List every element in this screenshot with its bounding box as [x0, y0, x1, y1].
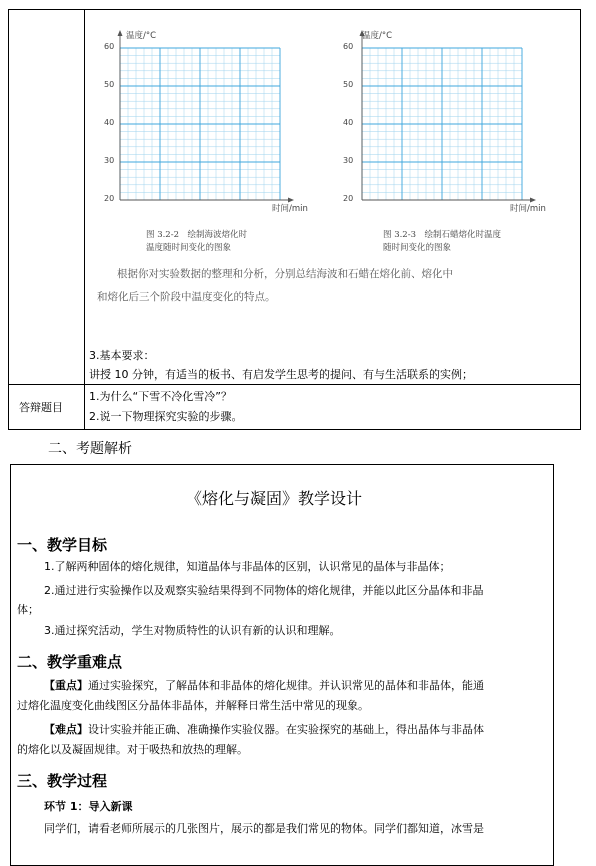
right-y-axis-label: 温度/°C	[362, 31, 393, 41]
difficulty-label: 【难点】	[44, 723, 88, 736]
melting-chart-left	[88, 20, 324, 220]
left-x-axis-label: 时间/min	[272, 204, 308, 214]
key-point-label: 【重点】	[44, 679, 88, 692]
tick-label: 60	[343, 42, 354, 51]
defense-question-2: 2.说一下物理探究实验的步骤。	[89, 410, 243, 423]
tick-label: 40	[343, 118, 354, 127]
right-x-axis-label: 时间/min	[510, 204, 546, 214]
goal-1: 1.了解两种固体的熔化规律，知道晶体与非晶体的区别，认识常见的晶体与非晶体；	[44, 560, 451, 573]
tick-label: 50	[343, 80, 354, 89]
tick-label: 30	[343, 156, 354, 165]
goal-2b: 体；	[17, 603, 39, 616]
key-point-b: 过熔化温度变化曲线图区分晶体非晶体，并解释日常生活中常见的现象。	[17, 699, 369, 712]
difficulty-b: 的熔化以及凝固规律。对于吸热和放热的理解。	[17, 743, 248, 756]
key-point-a	[44, 676, 484, 696]
goal-2a: 2.通过进行实验操作以及观察实验结果得到不同物体的熔化规律，并能以此区分晶体和非晶	[44, 584, 484, 597]
right-caption-line1: 图 3.2-3 绘制石蜡熔化时温度	[383, 230, 502, 240]
intro-text: 同学们，请看老师所展示的几张图片，展示的都是我们常见的物体。同学们都知道，冰雪是	[44, 822, 484, 835]
left-caption-line2: 温度随时间变化的图象	[146, 243, 232, 253]
requirements-text: 讲授 10 分钟，有适当的板书、有启发学生思考的提问、有与生活联系的实例；	[89, 368, 473, 381]
left-caption-line1: 图 3.2-2 绘制海波熔化时	[146, 230, 248, 240]
section-title: 二、考题解析	[48, 441, 132, 457]
goal-3: 3.通过探究活动，学生对物质特性的认识有新的认识和理解。	[44, 624, 341, 637]
tick-label: 20	[343, 194, 354, 203]
tick-label: 40	[104, 118, 115, 127]
step-1-title: 环节 1：导入新课	[44, 800, 133, 813]
axes	[120, 34, 290, 200]
axes	[362, 34, 532, 200]
tick-label: 20	[104, 194, 115, 203]
defense-label: 答辩题目	[19, 401, 63, 414]
difficulty-a	[44, 720, 484, 740]
difficulty-text: 设计实验并能正确、准确操作实验仪器。在实验探究的基础上，得出晶体与非晶体	[88, 723, 484, 736]
heading-process: 三、教学过程	[17, 772, 108, 790]
heading-key-points: 二、教学重难点	[17, 653, 123, 671]
key-point-text: 通过实验探究，了解晶体和非晶体的熔化规律。并认识常见的晶体和非晶体，能通	[88, 679, 484, 692]
analysis-line2: 和熔化后三个阶段中温度变化的特点。	[97, 291, 276, 303]
lesson-plan-title: 《熔化与凝固》教学设计	[186, 489, 363, 508]
melting-chart-right	[330, 20, 566, 220]
analysis-line1: 根据你对实验数据的整理和分析，分别总结海波和石蜡在熔化前、熔化中	[117, 268, 453, 280]
defense-question-1: 1.为什么“下雪不冷化雪冷”？	[89, 390, 232, 403]
left-y-axis-label: 温度/°C	[126, 31, 157, 41]
requirements-title: 3.基本要求：	[89, 349, 155, 362]
tick-label: 30	[104, 156, 115, 165]
tick-label: 50	[104, 80, 115, 89]
right-caption-line2: 随时间变化的图象	[383, 243, 452, 253]
heading-goals: 一、教学目标	[17, 536, 108, 554]
tick-label: 60	[104, 42, 115, 51]
y-axis-arrow	[118, 30, 123, 36]
